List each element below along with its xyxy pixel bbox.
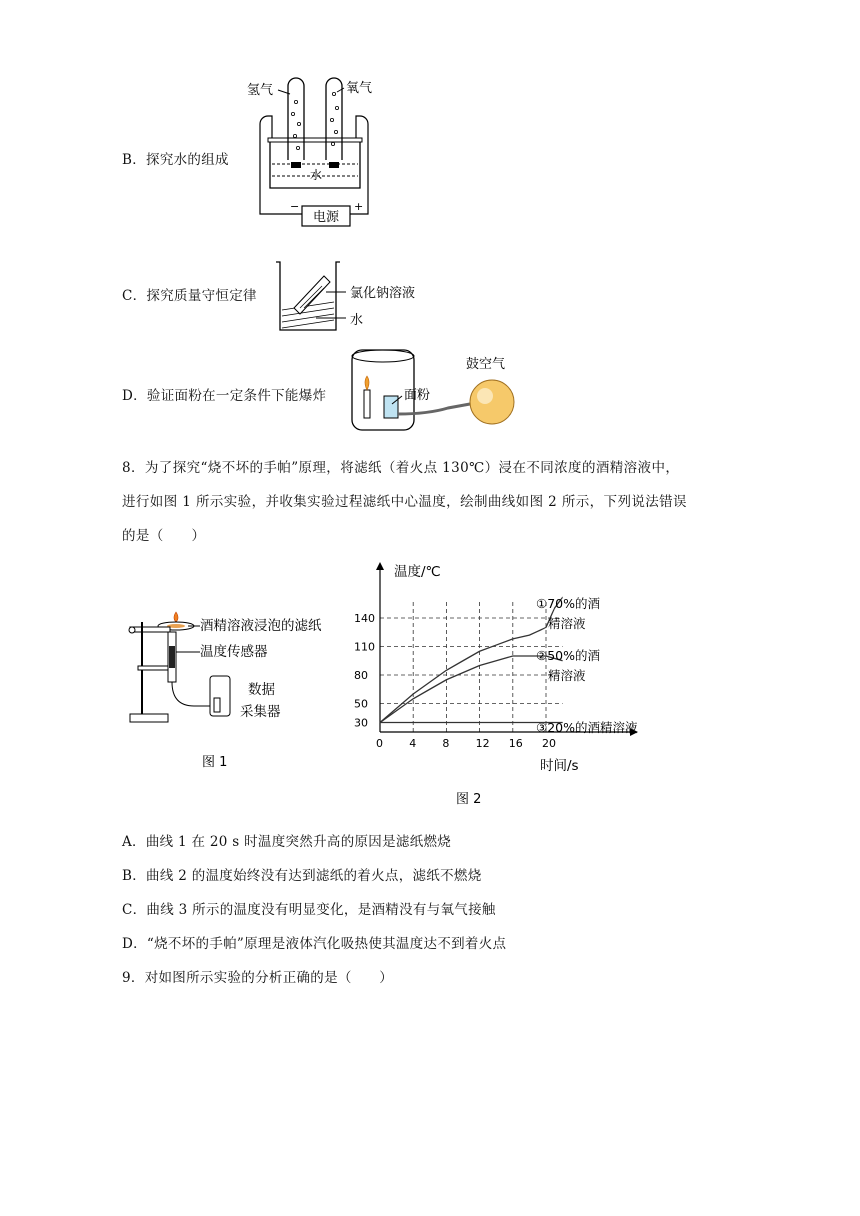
- x-tick-label: 8: [442, 737, 450, 750]
- flour-label: 面粉: [404, 388, 431, 403]
- q8-line1: 8．为了探究“烧不坏的手帕”原理，将滤纸（着火点 130℃）浸在不同浓度的酒精溶液中，: [122, 460, 680, 476]
- x-tick-label: 12: [475, 737, 490, 750]
- x-axis-label: 时间/s: [540, 758, 579, 774]
- filter-paper-label: 酒精溶液浸泡的滤纸: [200, 618, 322, 634]
- y-axis-label: 温度/℃: [394, 564, 441, 580]
- y-tick-label: 30: [354, 716, 368, 730]
- o2-label: 氧气: [346, 81, 373, 96]
- flame-icon: [174, 612, 178, 622]
- blow-air-label: 鼓空气: [466, 357, 506, 372]
- q8-line2: 进行如图 1 所示实验，并收集实验过程滤纸中心温度，绘制曲线如图 2 所示，下列说法错误: [122, 494, 687, 510]
- water-label: 水: [310, 168, 323, 182]
- option-d-text: D．验证面粉在一定条件下能爆炸: [122, 388, 327, 404]
- option-c-text: C．探究质量守恒定律: [122, 288, 257, 304]
- collector-label-2: 采集器: [240, 704, 281, 720]
- figure-1-apparatus: [124, 606, 356, 774]
- x-tick-label: 0: [376, 737, 383, 750]
- series-label-2: ②50%的酒: [536, 648, 600, 663]
- figure-2-caption: 图 2: [456, 792, 482, 807]
- option-b-text: B．探究水的组成: [122, 152, 229, 168]
- y-tick-label: 50: [354, 697, 368, 711]
- q8-line3: 的是（ ）: [122, 528, 206, 544]
- collector-label-1: 数据: [248, 682, 275, 698]
- nacl-label: 氯化钠溶液: [350, 286, 416, 301]
- answer-d: D．“烧不坏的手帕”原理是液体汽化吸热使其温度达不到着火点: [122, 936, 507, 952]
- figure-water-electrolysis: [240, 72, 390, 236]
- h2-label: 氢气: [247, 83, 274, 98]
- series-label-1-line2: 精溶液: [548, 616, 586, 631]
- x-tick-label: 20: [542, 737, 556, 750]
- series-label-1: ①70%的酒: [536, 596, 600, 611]
- sensor-label: 温度传感器: [200, 644, 268, 660]
- x-tick-label: 4: [409, 737, 417, 750]
- answer-c: C．曲线 3 所示的温度没有明显变化，是酒精没有与氧气接触: [122, 902, 496, 918]
- series-label-2-line2: 精溶液: [548, 668, 586, 683]
- y-tick-label: 110: [354, 640, 375, 654]
- figure-flour-explosion: [348, 344, 528, 436]
- x-tick-label: 16: [508, 737, 523, 750]
- series-label-3: ③20%的酒精溶液: [536, 720, 638, 735]
- answer-b: B．曲线 2 的温度始终没有达到滤纸的着火点，滤纸不燃烧: [122, 868, 482, 884]
- figure-1-caption: 图 1: [202, 755, 228, 770]
- plus-sign: +: [354, 200, 364, 213]
- air-bulb: [470, 380, 514, 424]
- y-tick-label: 140: [354, 612, 375, 625]
- minus-sign: −: [290, 200, 300, 213]
- water-label-c: 水: [350, 313, 364, 328]
- figure-2-chart: [350, 556, 680, 810]
- series-line-2: [380, 656, 563, 723]
- figure-beaker-nacl: [270, 258, 450, 336]
- power-label: 电源: [313, 210, 340, 225]
- q9-text: 9．对如图所示实验的分析正确的是（ ）: [122, 970, 394, 986]
- y-tick-label: 80: [354, 669, 368, 682]
- answer-a: A．曲线 1 在 20 s 时温度突然升高的原因是滤纸燃烧: [122, 834, 452, 850]
